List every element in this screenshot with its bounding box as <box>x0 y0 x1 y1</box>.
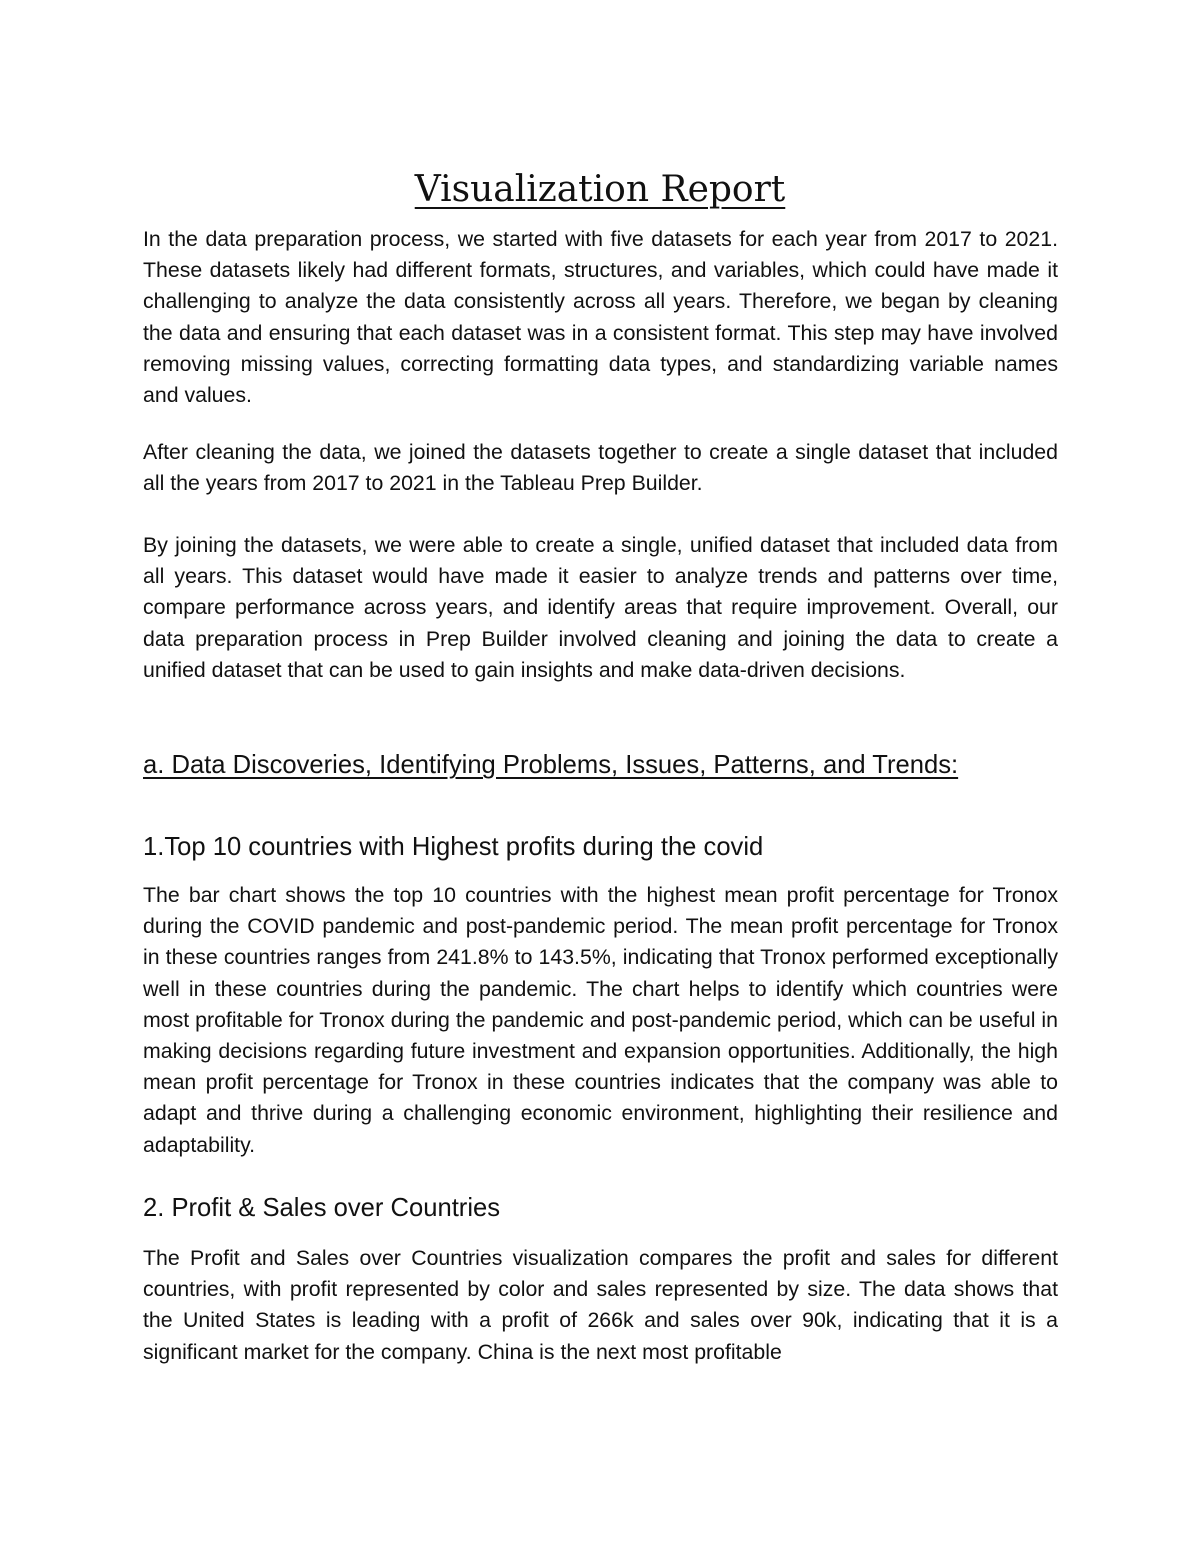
intro-paragraph-2: After cleaning the data, we joined the datasets together to create a single dataset that included all the years from 2017 to 2021 in the Tableau Prep Builder. <box>143 440 1058 496</box>
subsection-2-heading: 2. Profit & Sales over Countries <box>143 1194 501 1222</box>
section-a-heading: a. Data Discoveries, Identifying Problems, Issues, Patterns, and Trends: <box>143 751 959 779</box>
report-title <box>0 166 1200 214</box>
subsection-2-body: The Profit and Sales over Countries visualization compares the profit and sales for different countries, with profit represented by color and sales represented by size. The data shows that the United States is leading with a profit of 266k and sales over 90k, indicating that it is a significant market for the company. China is the next most profitable <box>143 1246 1058 1364</box>
intro-paragraph-3: By joining the datasets, we were able to create a single, unified dataset that included data from all years. This dataset would have made it easier to analyze trends and patterns over time, compare performance across years, and identify areas that require improvement. Overall, our data preparation process in Prep Builder involved cleaning and joining the data to create a unified dataset that can be used to gain insights and make data-driven decisions. <box>143 533 1058 682</box>
subsection-1-body: The bar chart shows the top 10 countries with the highest mean profit percentage for Tronox during the COVID pandemic and post-pandemic period. The mean profit percentage for Tronox in these countries ranges from 241.8% to 143.5%, indicating that Tronox performed exceptionally well in these countries during the pandemic. The chart helps to identify which countries were most profitable for Tronox during the pandemic and post-pandemic period, which can be useful in making decisions regarding future investment and expansion opportunities. Additionally, the high mean profit percentage for Tronox in these countries indicates that the company was able to adapt and thrive during a challenging economic environment, highlighting their resilience and adaptability. <box>143 883 1058 1157</box>
intro-paragraph-1: In the data preparation process, we started with five datasets for each year from 2017 to 2021. These datasets likely had different formats, structures, and variables, which could have made it challenging to analyze the data consistently across all years. Therefore, we began by cleaning the data and ensuring that each dataset was in a consistent format. This step may have involved removing missing values, correcting formatting data types, and standardizing variable names and values. <box>143 227 1058 408</box>
report-title-text: Visualization Report <box>414 169 786 211</box>
subsection-1-heading: 1.Top 10 countries with Highest profits during the covid <box>143 833 764 861</box>
